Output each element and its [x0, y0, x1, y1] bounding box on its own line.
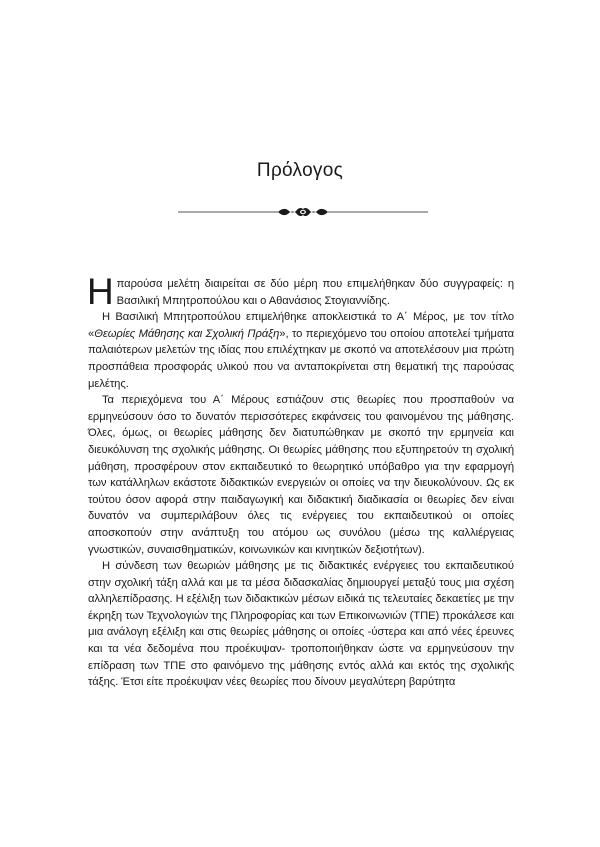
paragraph-2-text-b: », το περιεχόμενο του οποίου αποτελεί τμήματα παλαιότερων μελετών της ιδίας που επιλέχτηκαν με σκοπό να αποτελέσουν μια πρώτη προσπάθεια προσφοράς υλικού που να ανταποκρίνεται στη θεματική της παρούσας μελέτης.: [88, 327, 514, 390]
flourish-divider-icon: [178, 205, 428, 219]
paragraph-2: [88, 309, 514, 392]
body-text: [87, 271, 514, 691]
paragraph-3: Τα περιεχόμενα του Α΄ Μέρους εστιάζουν στις θεωρίες που προσπαθούν να ερμηνεύσουν όσο το δυνατόν περισσότερες εκφάνσεις του φαινομένου της μάθησης. Όλες, όμως, οι θεωρίες μάθησης δεν διατυπώθηκαν με σκοπό την ερμηνεία και διευκόλυνση της σχολικής μάθησης. Οι θεωρίες μάθησης που εξυπηρετούν τη σχολική μάθηση, προσφέρουν στον εκπαιδευτικό το θεωρητικό υπόβαθρο για την εφαρμογή των κατάλληλων εκάστοτε διδακτικών ενεργειών οι οποίες να την διευκολύνουν. Ως εκ τούτου όσον αφορά στην παιδαγωγική και διδακτική διαδικασία οι θεωρίες δεν είναι δυνατόν να συμπεριλάβουν όλες τις ενέργειες του εκπαιδευτικού οι οποίες αποσκοπούν στην ανάπτυξη του ατόμου ως συνόλου (μέσω της καλλιέργειας γνωστικών, συναισθηματικών, κοινωνικών και κινητικών δεξιοτήτων).: [88, 394, 514, 556]
paragraph-4: Η σύνδεση των θεωριών μάθησης με τις διδακτικές ενέργειες του εκπαιδευτικού στην σχολική τάξη αλλά και με τα μέσα διδασκαλίας δημιουργεί μεταξύ τους μια σχέση αλληλεπίδρασης. Η εξέλιξη των διδακτικών μέσων ειδικά τις τελευταίες δεκαετίες με την έκρηξη των Τεχνολογιών της Πληροφορίας και των Επικοινωνιών (ΤΠΕ) προκάλεσε και μια ανάλογη εξέλιξη και στις θεωρίες μάθησης οι οποίες -ύστερα και από νέες έρευνες και τα νέα δεδομένα που προέκυψαν- τροποποιήθηκαν ώστε να ερμηνεύσουν την επίδραση των ΤΠΕ στο φαινόμενο της μάθησης εντός αλλά και εκτός της σχολικής τάξης. Έτσι είτε προέκυψαν νέες θεωρίες που δίνουν μεγαλύτερη βαρύτητα: [88, 560, 514, 689]
paragraph-1-text: παρούσα μελέτη διαιρείται σε δύο μέρη που επιμελήθηκαν δύο συγγραφείς: η Βασιλική Μπητροπούλου και ο Αθανάσιος Στογιαννίδης.: [116, 278, 514, 307]
paragraph-2-text-a: Η Βασιλική Μπητροπούλου επιμελήθηκε αποκλειστικά το Α΄ Μέρος, με τον τίτλο «: [88, 311, 514, 340]
chapter-title: Πρόλογος: [256, 160, 344, 181]
paragraph-1: [87, 271, 514, 312]
paragraph-2-title: Θεωρίες Μάθησης και Σχολική Πράξη: [94, 327, 280, 340]
drop-cap: Η: [87, 271, 114, 312]
